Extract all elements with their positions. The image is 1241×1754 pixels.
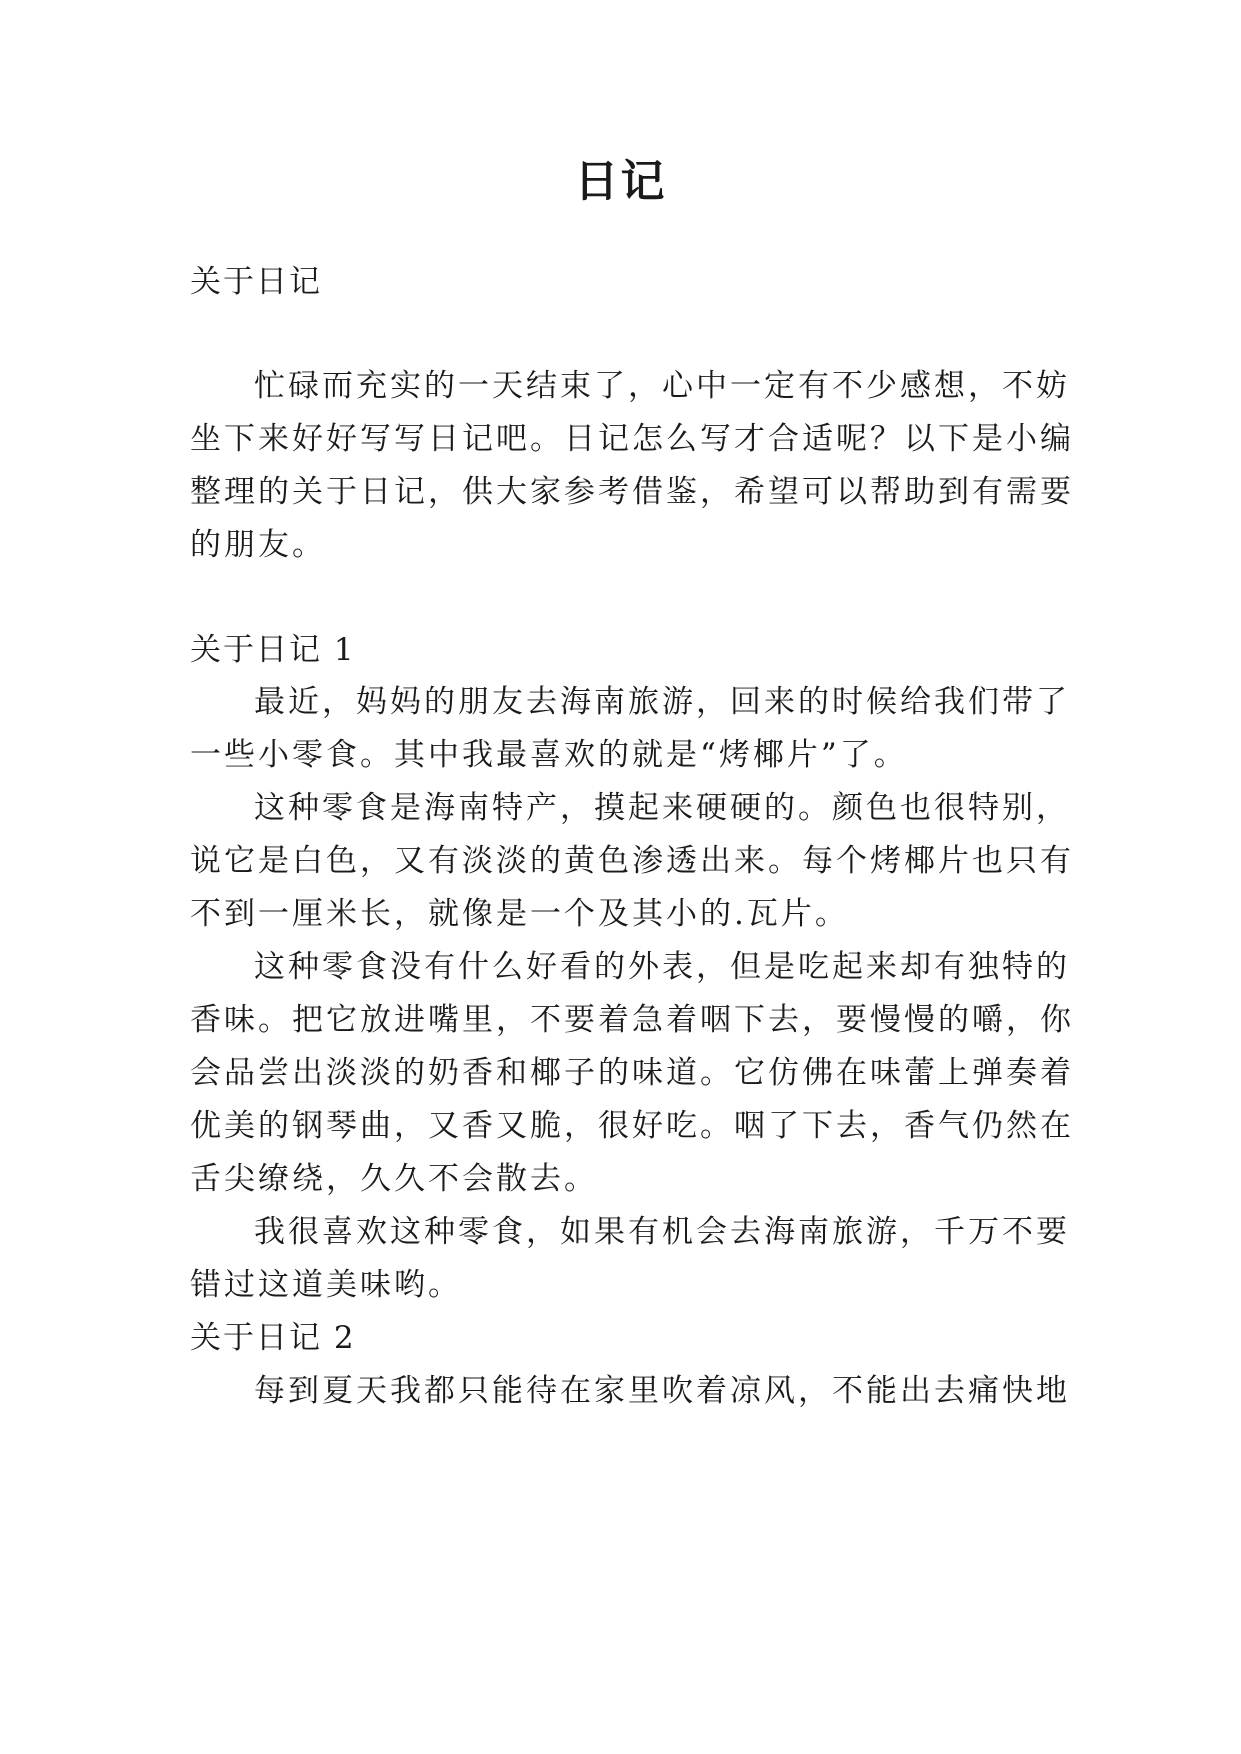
intro-line: 坐下来好好写写日记吧。日记怎么写才合适呢？以下是小编 (190, 421, 1074, 457)
section1-line: 我很喜欢这种零食，如果有机会去海南旅游，千万不要 (254, 1214, 1070, 1250)
section1-line: 一些小零食。其中我最喜欢的就是“烤椰片”了。 (190, 737, 908, 773)
section1-line: 这种零食是海南特产，摸起来硬硬的。颜色也很特别， (254, 790, 1070, 826)
section1-line: 香味。把它放进嘴里，不要着急着咽下去，要慢慢的嚼，你 (190, 1002, 1074, 1038)
intro-line: 的朋友。 (190, 527, 326, 563)
section-heading-1: 关于日记 1 (190, 632, 356, 668)
section1-line: 最近，妈妈的朋友去海南旅游，回来的时候给我们带了 (254, 684, 1070, 720)
section1-line: 不到一厘米长，就像是一个及其小的.瓦片。 (190, 896, 849, 932)
section1-line: 舌尖缭绕，久久不会散去。 (190, 1161, 598, 1197)
section-heading-2: 关于日记 2 (190, 1320, 356, 1356)
subtitle-heading: 关于日记 (190, 264, 322, 300)
intro-line: 整理的关于日记，供大家参考借鉴，希望可以帮助到有需要 (190, 474, 1074, 510)
page-title: 日记 (574, 156, 667, 207)
section1-line: 这种零食没有什么好看的外表，但是吃起来却有独特的 (254, 949, 1070, 985)
section1-line: 会品尝出淡淡的奶香和椰子的味道。它仿佛在味蕾上弹奏着 (190, 1055, 1074, 1091)
section1-line: 错过这道美味哟。 (190, 1267, 462, 1303)
section1-line: 说它是白色，又有淡淡的黄色渗透出来。每个烤椰片也只有 (190, 843, 1074, 879)
intro-line: 忙碌而充实的一天结束了，心中一定有不少感想，不妨 (254, 368, 1070, 404)
section2-line: 每到夏天我都只能待在家里吹着凉风，不能出去痛快地 (254, 1373, 1070, 1409)
section1-line: 优美的钢琴曲，又香又脆，很好吃。咽了下去，香气仍然在 (190, 1108, 1074, 1144)
